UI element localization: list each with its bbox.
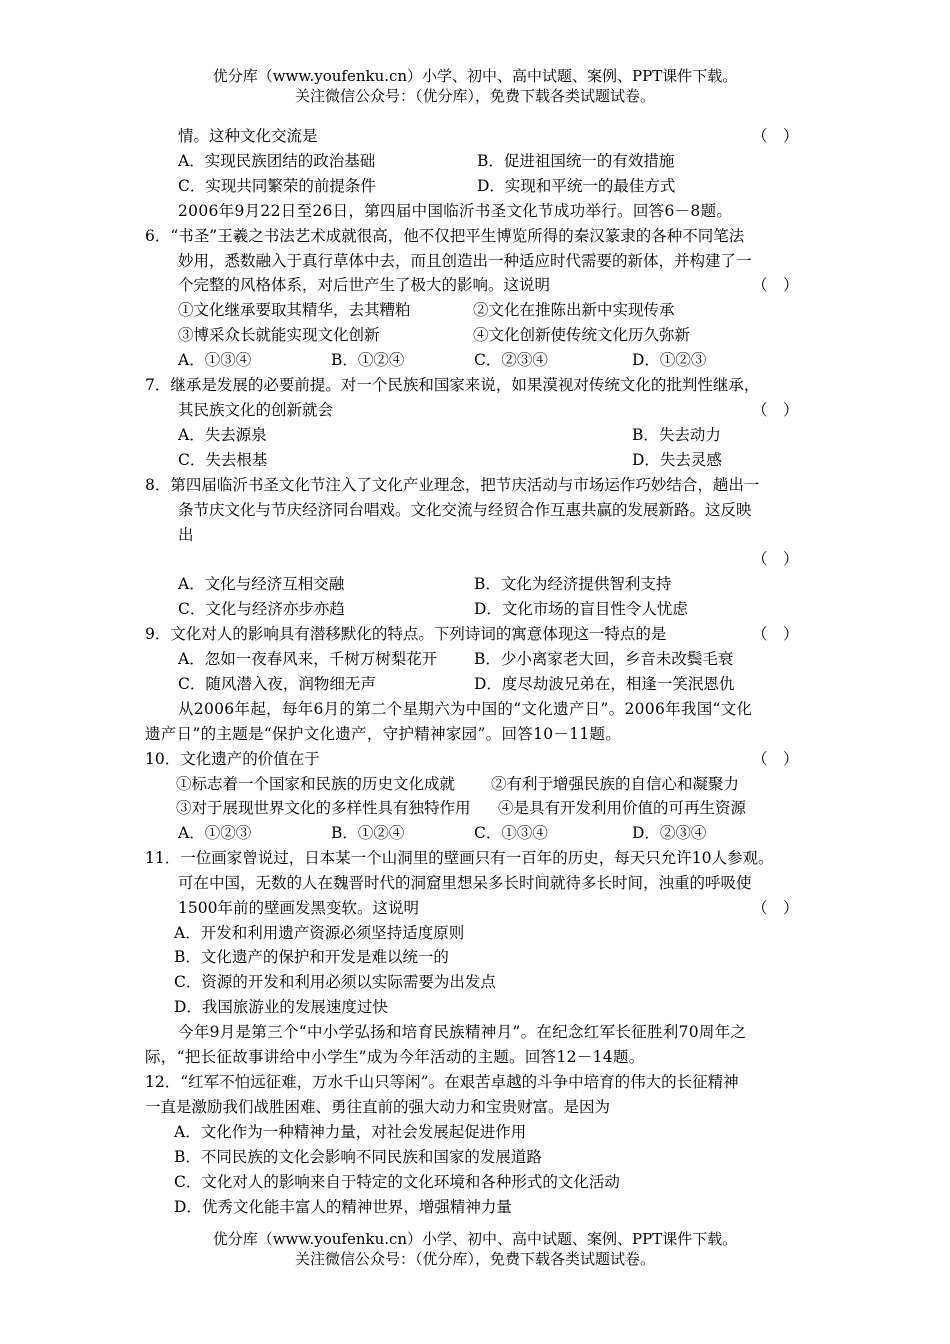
q11-answer-paren: （ ）	[752, 899, 799, 917]
q7-line1: 7．继承是发展的必要前提。对一个民族和国家来说，如果漠视对传统文化的批判性继承，	[145, 376, 760, 394]
q6-option-b: B．①②④	[331, 351, 405, 369]
q12-option-c: C．文化对人的影响来自于特定的文化环境和各种形式的文化活动	[174, 1173, 620, 1191]
q6-statement-2: ②文化在推陈出新中实现传承	[473, 301, 675, 319]
q8-line3: 出	[178, 526, 194, 544]
q7-line2: 其民族文化的创新就会	[178, 401, 334, 419]
q12-line1: 12．“红军不怕远征难，万水千山只等闲”。在艰苦卓越的斗争中培育的伟大的长征精神	[145, 1073, 739, 1091]
q5-answer-paren: （ ）	[752, 127, 799, 145]
intro-10-11-line1: 从2006年起，每年6月的第二个星期六为中国的“文化遗产日”。2006年我国“文化	[178, 700, 753, 718]
q9-line1: 9．文化对人的影响具有潜移默化的特点。下列诗词的寓意体现这一特点的是	[145, 625, 667, 643]
page-footer-line2: 关注微信公众号：（优分库），免费下载各类试题试卷。	[294, 1250, 655, 1268]
q5-option-a: A．实现民族团结的政治基础	[178, 152, 376, 170]
q10-option-c: C．①③④	[474, 824, 548, 842]
q7-option-d: D．失去灵感	[632, 451, 722, 469]
q5-option-b: B．促进祖国统一的有效措施	[477, 152, 675, 170]
q10-line1: 10．文化遗产的价值在于	[145, 750, 320, 768]
q8-option-b: B．文化为经济提供智利支持	[474, 575, 672, 593]
q10-statement-3: ③对于展现世界文化的多样性具有独特作用	[176, 799, 471, 817]
q10-option-b: B．①②④	[331, 824, 405, 842]
q11-line1: 11．一位画家曾说过，日本某一个山洞里的壁画只有一百年的历史，每天只允许10人参观。	[145, 849, 774, 867]
q12-option-a: A．文化作为一种精神力量，对社会发展起促进作用	[174, 1123, 527, 1141]
q7-option-b: B．失去动力	[632, 426, 721, 444]
q12-option-d: D．优秀文化能丰富人的精神世界，增强精神力量	[174, 1198, 512, 1216]
q11-line2: 可在中国，无数的人在魏晋时代的洞窟里想呆多长时间就待多长时间，浊重的呼吸使	[178, 874, 752, 892]
q10-statement-4: ④是具有开发利用价值的可再生资源	[498, 799, 747, 817]
q7-answer-paren: （ ）	[752, 401, 799, 419]
q11-option-a: A．开发和利用遗产资源必须坚持适度原则	[174, 924, 465, 942]
q6-statement-1: ①文化继承要取其精华，去其糟粕	[178, 301, 411, 319]
q9-answer-paren: （ ）	[752, 625, 799, 643]
q12-option-b: B．不同民族的文化会影响不同民族和国家的发展道路	[174, 1148, 542, 1166]
q10-statement-2: ②有利于增强民族的自信心和凝聚力	[491, 775, 740, 793]
q6-option-a: A．①③④	[178, 351, 252, 369]
q6-option-d: D．①②③	[632, 351, 707, 369]
q6-line3: 个完整的风格体系，对后世产生了极大的影响。这说明	[178, 276, 551, 294]
q5-stem-tail: 情。这种文化交流是	[178, 127, 318, 145]
q8-line1: 8．第四届临沂书圣文化节注入了文化产业理念，把节庆活动与市场运作巧妙结合，趟出一	[145, 476, 760, 494]
q6-answer-paren: （ ）	[752, 276, 799, 294]
q8-answer-paren: （ ）	[752, 550, 799, 568]
q5-option-d: D．实现和平统一的最佳方式	[477, 177, 676, 195]
q10-option-d: D．②③④	[632, 824, 707, 842]
q9-option-d: D．度尽劫波兄弟在，相逢一笑泯恩仇	[474, 675, 735, 693]
q9-option-a: A．忽如一夜春风来，千树万树梨花开	[178, 650, 438, 668]
page-header-line2: 关注微信公众号：（优分库），免费下载各类试题试卷。	[294, 87, 655, 105]
q9-option-b: B．少小离家老大回，乡音未改鬓毛衰	[474, 650, 734, 668]
intro-12-14-line1: 今年9月是第三个“中小学弘扬和培育民族精神月”。在纪念红军长征胜利70周年之	[178, 1023, 747, 1041]
q7-option-a: A．失去源泉	[178, 426, 267, 444]
q6-option-c: C．②③④	[474, 351, 548, 369]
q11-option-c: C．资源的开发和利用必须以实际需要为出发点	[174, 973, 496, 991]
intro-6-8: 2006年9月22日至26日，第四届中国临沂书圣文化节成功举行。回答6－8题。	[178, 202, 733, 220]
q10-answer-paren: （ ）	[752, 750, 799, 768]
q8-option-c: C．文化与经济亦步亦趋	[178, 600, 345, 618]
q7-option-c: C．失去根基	[178, 451, 268, 469]
q9-option-c: C．随风潜入夜，润物细无声	[178, 675, 376, 693]
q10-statement-1: ①标志着一个国家和民族的历史文化成就	[176, 775, 456, 793]
q6-statement-3: ③博采众长就能实现文化创新	[178, 326, 380, 344]
q8-option-a: A．文化与经济互相交融	[178, 575, 345, 593]
q12-line2: 一直是激励我们战胜困难、勇往直前的强大动力和宝贵财富。是因为	[145, 1098, 611, 1116]
intro-12-14-line2: 际，“把长征故事讲给中小学生”成为今年活动的主题。回答12－14题。	[145, 1048, 645, 1066]
page-footer-line1: 优分库（www.youfenku.cn）小学、初中、高中试题、案例、PPT课件下载。	[212, 1230, 738, 1248]
intro-10-11-line2: 遗产日”的主题是“保护文化遗产，守护精神家园”。回答10－11题。	[145, 725, 622, 743]
q11-option-d: D．我国旅游业的发展速度过快	[174, 998, 388, 1016]
q6-statement-4: ④文化创新使传统文化历久弥新	[473, 326, 691, 344]
q10-option-a: A．①②③	[178, 824, 252, 842]
q8-option-d: D．文化市场的盲目性令人忧虑	[474, 600, 688, 618]
q5-option-c: C．实现共同繁荣的前提条件	[178, 177, 376, 195]
q6-line1: 6．“书圣”王羲之书法艺术成就很高，他不仅把平生博览所得的秦汉篆隶的各种不同笔法	[145, 227, 745, 245]
page-header-line1: 优分库（www.youfenku.cn）小学、初中、高中试题、案例、PPT课件下载。	[212, 67, 738, 85]
q6-line2: 妙用，悉数融入于真行草体中去，而且创造出一种适应时代需要的新体，并构建了一	[178, 252, 752, 270]
q11-line3: 1500年前的壁画发黑变软。这说明	[178, 899, 419, 917]
q11-option-b: B．文化遗产的保护和开发是难以统一的	[174, 948, 449, 966]
q8-line2: 条节庆文化与节庆经济同台唱戏。文化交流与经贸合作互惠共赢的发展新路。这反映	[178, 501, 752, 519]
